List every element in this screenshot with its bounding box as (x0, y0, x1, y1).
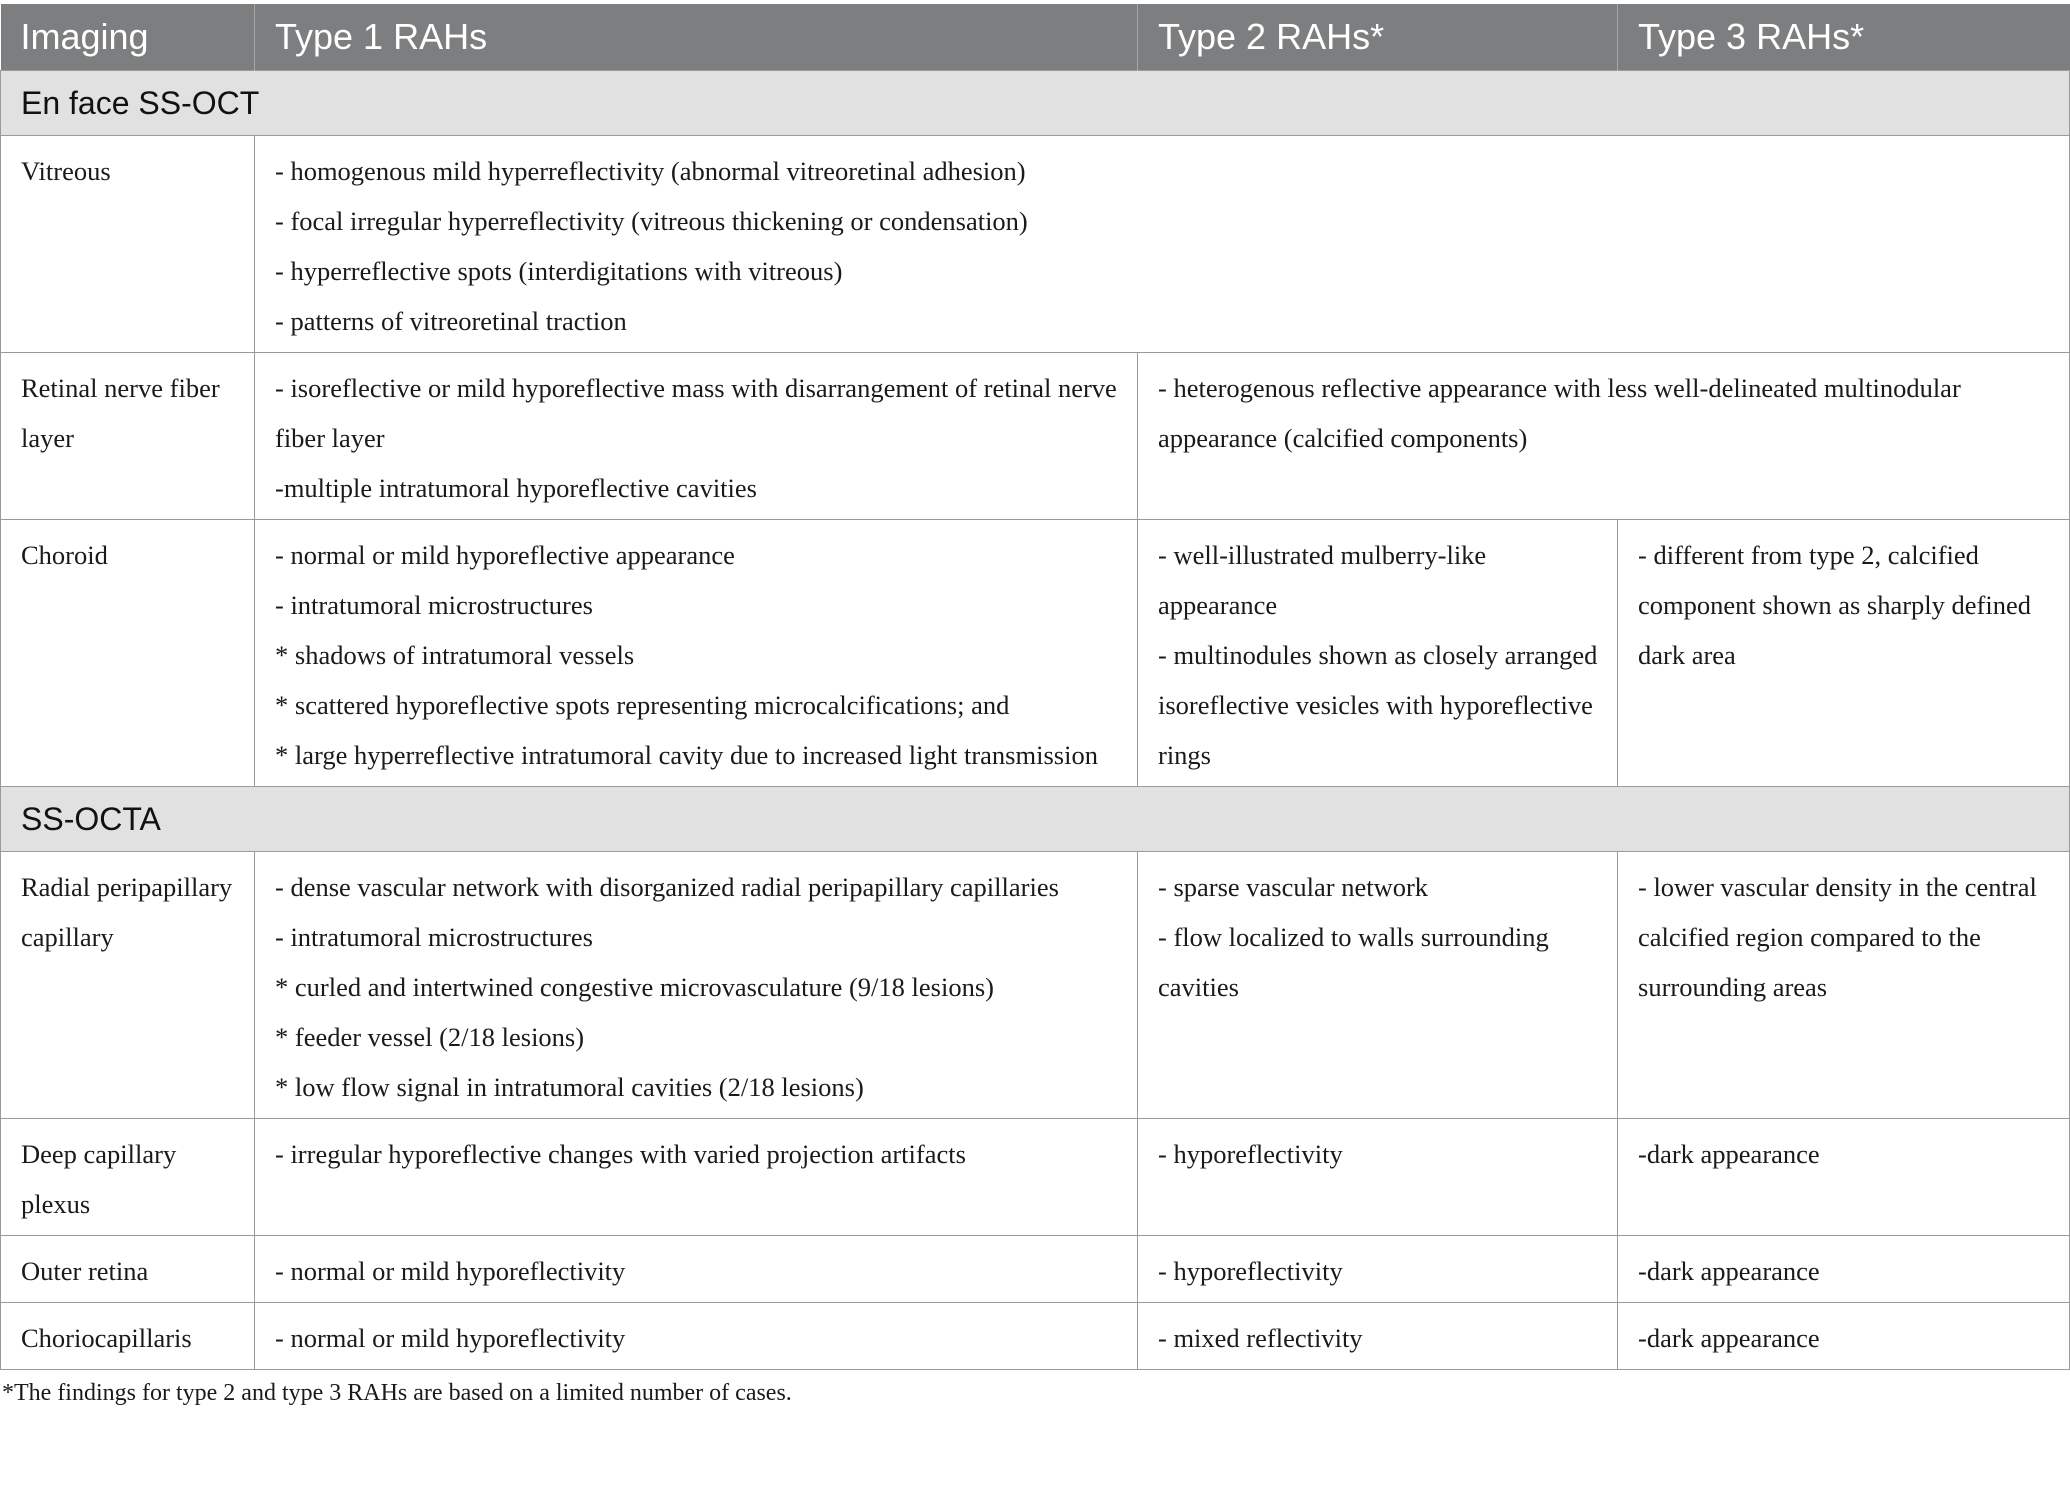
type3-cell: -dark appearance (1618, 1303, 2070, 1370)
finding-line: - isoreflective or mild hyporeflective mass with disarrangement of retinal nerve fiber layer (275, 373, 1117, 453)
type2-cell: - hyporeflectivity (1138, 1236, 1618, 1303)
section-title: En face SS-OCT (1, 71, 2070, 136)
finding-line: -multiple intratumoral hyporeflective cavities (275, 473, 757, 503)
table-row (1, 852, 2070, 1119)
row-label: Retinal nerve fiber layer (1, 353, 255, 520)
row-label: Choroid (1, 520, 255, 787)
row-label: Outer retina (1, 1236, 255, 1303)
finding-line: - flow localized to walls surrounding cavities (1158, 922, 1549, 1002)
finding-line: - patterns of vitreoretinal traction (275, 306, 627, 336)
finding-line: * shadows of intratumoral vessels (275, 640, 635, 670)
finding-line: - well-illustrated mulberry-like appearance (1158, 540, 1487, 620)
type2-cell: - mixed reflectivity (1138, 1303, 1618, 1370)
section-row (1, 71, 2070, 136)
finding-line: - different from type 2, calcified component shown as sharply defined dark area (1638, 540, 2031, 670)
row-label: Choriocapillaris (1, 1303, 255, 1370)
type1-cell (255, 136, 2070, 353)
finding-line: - hyperreflective spots (interdigitations with vitreous) (275, 256, 843, 286)
finding-line: - intratumoral microstructures (275, 922, 593, 952)
type2-cell (1138, 520, 1618, 787)
section-row (1, 787, 2070, 852)
type1-cell (255, 852, 1138, 1119)
table-footnote: *The findings for type 2 and type 3 RAHs are based on a limited number of cases. (2, 1380, 792, 1406)
finding-line: * scattered hyporeflective spots representing microcalcifications; and (275, 690, 1010, 720)
type2-cell: - hyporeflectivity (1138, 1119, 1618, 1236)
findings-table (0, 4, 2070, 1370)
header-type1: Type 1 RAHs (255, 4, 1138, 71)
table-row (1, 1119, 2070, 1236)
row-label: Vitreous (1, 136, 255, 353)
table-row (1, 1303, 2070, 1370)
section-title: SS-OCTA (1, 787, 2070, 852)
row-label: Radial peripapillary capillary (1, 852, 255, 1119)
type1-cell (255, 520, 1138, 787)
header-type3: Type 3 RAHs* (1618, 4, 2070, 71)
header-type2: Type 2 RAHs* (1138, 4, 1618, 71)
finding-line: - sparse vascular network (1158, 872, 1429, 902)
finding-line: - intratumoral microstructures (275, 590, 593, 620)
type2-3-cell (1138, 353, 2070, 520)
row-label: Deep capillary plexus (1, 1119, 255, 1236)
finding-line: - focal irregular hyperreflectivity (vitreous thickening or condensation) (275, 206, 1028, 236)
finding-line: * feeder vessel (2/18 lesions) (275, 1022, 585, 1052)
finding-line: - homogenous mild hyperreflectivity (abnormal vitreoretinal adhesion) (275, 156, 1026, 186)
type1-cell (255, 353, 1138, 520)
type3-cell (1618, 520, 2070, 787)
type1-cell: - irregular hyporeflective changes with varied projection artifacts (255, 1119, 1138, 1236)
table-row (1, 353, 2070, 520)
finding-line: * large hyperreflective intratumoral cavity due to increased light transmission (275, 740, 1098, 770)
finding-line: - dense vascular network with disorganized radial peripapillary capillaries (275, 872, 1059, 902)
type3-cell: -dark appearance (1618, 1119, 2070, 1236)
type2-cell (1138, 852, 1618, 1119)
type1-cell: - normal or mild hyporeflectivity (255, 1236, 1138, 1303)
type3-cell (1618, 852, 2070, 1119)
finding-line: * low flow signal in intratumoral cavities (2/18 lesions) (275, 1072, 864, 1102)
type3-cell: -dark appearance (1618, 1236, 2070, 1303)
finding-line: - lower vascular density in the central calcified region compared to the surrounding areas (1638, 872, 2037, 1002)
table-row (1, 520, 2070, 787)
header-row (1, 4, 2070, 71)
finding-line: * curled and intertwined congestive microvasculature (9/18 lesions) (275, 972, 994, 1002)
finding-line: - heterogenous reflective appearance with less well-delineated multinodular appearance (calcified components) (1158, 373, 1961, 453)
finding-line: - normal or mild hyporeflective appearance (275, 540, 735, 570)
table-container (0, 4, 2070, 1407)
table-row (1, 1236, 2070, 1303)
finding-line: - multinodules shown as closely arranged isoreflective vesicles with hyporeflective rings (1158, 640, 1598, 770)
type1-cell: - normal or mild hyporeflectivity (255, 1303, 1138, 1370)
header-imaging: Imaging (1, 4, 255, 71)
table-row (1, 136, 2070, 353)
